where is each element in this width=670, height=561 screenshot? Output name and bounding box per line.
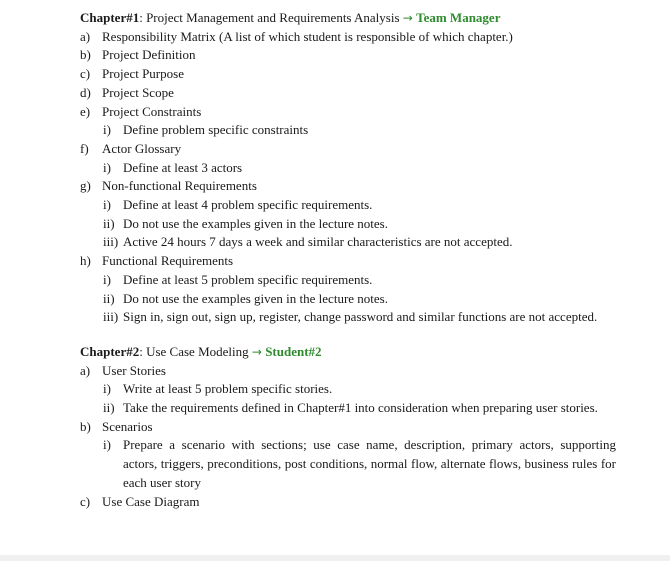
list-item: b) Project Definition: [80, 47, 196, 63]
chapter-1-label: Chapter#1: [80, 10, 140, 25]
chapter-2-heading: [80, 343, 620, 362]
sub-list-item: i) Write at least 5 problem specific stories.: [103, 381, 333, 397]
list-item: e) Project Constraints: [80, 103, 202, 119]
list-item: c) Use Case Diagram: [80, 493, 200, 509]
sub-list-item: i) Define problem specific constraints: [103, 122, 309, 138]
arrow-right-icon: →: [402, 11, 413, 25]
chapter-2-assignee: Student#2: [265, 343, 322, 359]
list-item: d) Project Scope: [80, 84, 174, 100]
list-item: g) Non-functional Requirements: [80, 178, 257, 194]
chapter-2-label: Chapter#2: [80, 343, 140, 359]
chapter-1-heading: [80, 9, 620, 28]
list-item: c) Project Purpose: [80, 66, 184, 82]
sub-list-item: ii) Do not use the examples given in the lecture notes.: [103, 215, 388, 231]
list-item: a) Responsibility Matrix (A list of which student is responsible of which chapter.): [80, 28, 513, 44]
list-item: a) User Stories: [80, 362, 166, 378]
arrow-right-icon: →: [251, 344, 262, 359]
sub-list-item: iii) Sign in, sign out, sign up, register, change password and similar functions are not accepted.: [103, 309, 598, 325]
sub-list-item: ii) Take the requirements defined in Chapter#1 into consideration when preparing user stories.: [103, 400, 598, 416]
sub-list-item: i) Define at least 3 actors: [103, 159, 243, 175]
list-item: f) Actor Glossary: [80, 140, 182, 156]
chapter-1-assignee: Team Manager: [416, 10, 501, 25]
list-item: h) Functional Requirements: [80, 253, 234, 269]
bottom-divider: [0, 555, 670, 561]
sub-list-item: i) Prepare a scenario with sections; use case name, description, primary actors, supporting actors, triggers, preconditions, post conditions, normal flow, alternate flows, business rules for each user story: [103, 437, 616, 490]
sub-list-item: iii) Active 24 hours 7 days a week and similar characteristics are not accepted.: [103, 234, 513, 250]
document-body: [80, 0, 620, 511]
list-item: b) Scenarios: [80, 418, 153, 434]
sub-list-item: ii) Do not use the examples given in the lecture notes.: [103, 290, 388, 306]
sub-list-item: i) Define at least 4 problem specific requirements.: [103, 197, 373, 213]
sub-list-item: i) Define at least 5 problem specific requirements.: [103, 271, 373, 287]
chapter-2-title: : Use Case Modeling: [139, 343, 249, 359]
chapter-1-title: : Project Management and Requirements Analysis: [139, 10, 400, 25]
